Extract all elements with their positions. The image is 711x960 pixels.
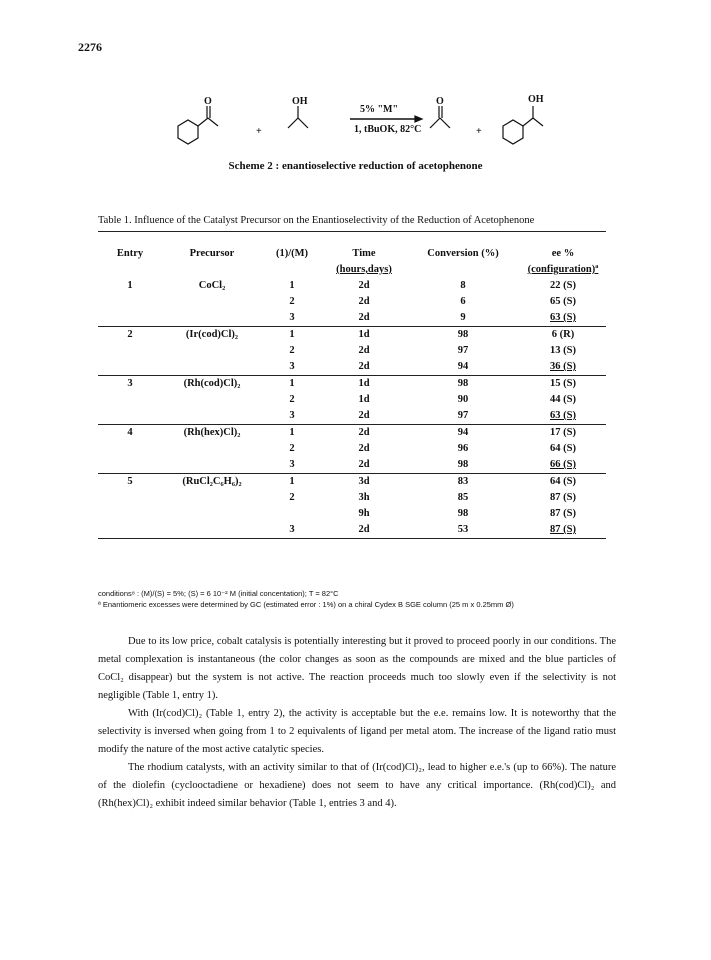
- plus-sign-right: +: [476, 126, 482, 137]
- cell-precursor: CoCl₂: [198, 280, 226, 291]
- cell-precursor: [162, 294, 262, 310]
- cell-time: 2d: [322, 457, 406, 474]
- cell-entry: 2: [127, 329, 133, 340]
- footnote-ee-method: ª Enantiomeric excesses were determined by GC (estimated error : 1%) on a chiral Cydex B SGE column (25 m x 0.25mm Ø): [98, 600, 514, 609]
- cell-conversion: 97: [457, 345, 469, 356]
- cell-entry: [98, 408, 162, 425]
- ketone-o-label: O: [204, 96, 212, 107]
- paragraph: The rhodium catalysts, with an activity similar to that of (Ir(cod)Cl)₂, lead to higher e.e.'s (up to 66%). The nature of the diolefin (cyclooctadiene or hexadiene) does not seem to have any critical importance. (Rh(cod)Cl)₂ and (Rh(hex)Cl)₂ exhibit indeed similar behavior (Table 1, entries 3 and 4).: [98, 762, 616, 809]
- cell-ratio: 3: [262, 359, 322, 376]
- cell-precursor: [162, 506, 262, 522]
- cell-time: 2d: [322, 522, 406, 539]
- cell-time: 1d: [358, 394, 370, 405]
- cell-time: 2d: [322, 408, 406, 425]
- cell-time: 3d: [358, 476, 370, 487]
- cell-conversion: 98: [406, 457, 520, 474]
- product-oh-label: OH: [528, 94, 544, 105]
- table-body: [98, 278, 606, 539]
- table-row: [98, 441, 606, 457]
- cell-conversion: 97: [406, 408, 520, 425]
- cell-ratio: 2: [289, 296, 295, 307]
- cell-ratio: 3: [262, 522, 322, 539]
- cell-ee: 87 (S): [550, 492, 576, 503]
- table-header-row: [98, 246, 606, 262]
- page-number: 2276: [78, 40, 102, 54]
- cell-conversion: 94: [406, 359, 520, 376]
- cell-conversion: 94: [457, 427, 469, 438]
- cell-time: 9h: [358, 508, 370, 519]
- cell-ratio: 1: [289, 427, 295, 438]
- table-row: [98, 310, 606, 327]
- conditions-label: 1, tBuOK, 82°C: [354, 124, 422, 135]
- cell-precursor: [162, 441, 262, 457]
- cell-entry: [98, 457, 162, 474]
- cell-ratio: 3: [262, 310, 322, 327]
- cell-ee: 22 (S): [550, 280, 576, 291]
- table-row: [98, 490, 606, 506]
- catalyst-label: 5% "M": [360, 104, 399, 115]
- table-row: [98, 392, 606, 408]
- cell-ee: 15 (S): [550, 378, 576, 389]
- cell-ratio: 1: [289, 329, 295, 340]
- cell-ee: 13 (S): [550, 345, 576, 356]
- table-row: [98, 294, 606, 310]
- table-row: [98, 522, 606, 539]
- cell-time: 2d: [358, 427, 370, 438]
- table-row: [98, 278, 606, 294]
- alcohol-oh-label: OH: [292, 96, 308, 107]
- cell-ratio: 2: [289, 492, 295, 503]
- cell-entry: 3: [127, 378, 133, 389]
- cell-time: 2d: [358, 280, 370, 291]
- cell-precursor: [162, 522, 262, 539]
- cell-conversion: 90: [457, 394, 469, 405]
- cell-ratio: 3: [262, 408, 322, 425]
- cell-entry: [98, 441, 162, 457]
- reaction-scheme-drawing: [160, 90, 560, 152]
- cell-time: 3h: [358, 492, 370, 503]
- results-table: [98, 246, 606, 539]
- header-ratio: (1)/(M): [275, 248, 309, 259]
- cell-entry: [98, 294, 162, 310]
- cell-precursor: [162, 359, 262, 376]
- cell-precursor: [162, 457, 262, 474]
- cell-ratio: 1: [289, 476, 295, 487]
- cell-conversion: 96: [457, 443, 469, 454]
- cell-entry: [98, 343, 162, 359]
- table-top-rule: [98, 231, 606, 232]
- cell-ee: 64 (S): [550, 443, 576, 454]
- cell-time: 2d: [358, 296, 370, 307]
- table-row: [98, 506, 606, 522]
- cell-entry: 5: [127, 476, 133, 487]
- table-row: [98, 457, 606, 474]
- cell-time: 2d: [358, 443, 370, 454]
- cell-entry: [98, 522, 162, 539]
- cell-conversion: 83: [457, 476, 469, 487]
- body-text: [98, 633, 616, 813]
- cell-ratio: 1: [289, 280, 295, 291]
- cell-ee: 87 (S): [550, 508, 576, 519]
- cell-precursor: [162, 490, 262, 506]
- cell-ee: 87 (S): [520, 522, 606, 539]
- cell-time: 2d: [322, 310, 406, 327]
- cell-time: 1d: [358, 329, 370, 340]
- table-row: [98, 425, 606, 442]
- cell-conversion: 85: [457, 492, 469, 503]
- cell-ee: 64 (S): [550, 476, 576, 487]
- cell-ee: 63 (S): [520, 408, 606, 425]
- cell-ee: 36 (S): [520, 359, 606, 376]
- table-footnotes: [98, 588, 514, 610]
- acetone-o-label: O: [436, 96, 444, 107]
- cell-entry: [98, 359, 162, 376]
- table-row: [98, 327, 606, 344]
- header-ee: ee %: [551, 248, 575, 259]
- header-entry: Entry: [116, 248, 144, 259]
- cell-entry: [98, 392, 162, 408]
- benzene-ring-left: [178, 120, 198, 144]
- table-caption: Table 1. Influence of the Catalyst Precursor on the Enantioselectivity of the Reduction of Acetophenone: [98, 215, 535, 226]
- cell-entry: [98, 506, 162, 522]
- scheme-caption: Scheme 2 : enantioselective reduction of acetophenone: [228, 160, 483, 172]
- cell-precursor: (Rh(cod)Cl)₂: [183, 378, 241, 389]
- cell-time: 2d: [322, 359, 406, 376]
- cell-entry: 1: [127, 280, 133, 291]
- cell-ratio: 2: [289, 443, 295, 454]
- cell-ratio: 3: [262, 457, 322, 474]
- plus-sign-left: +: [256, 126, 262, 137]
- table-header-subrow: [98, 262, 606, 278]
- cell-ee: 6 (R): [551, 329, 575, 340]
- paragraph: Due to its low price, cobalt catalysis is potentially interesting but it proved to proceed poorly in our conditions. The metal complexation is instantaneous (the color changes as soon as the compounds are mixed and the blue particles of CoCl₂ disappear) but the system is not active. The reaction proceeds much too slowly even if the selectivity is not negligible (Table 1, entry 1).: [98, 636, 616, 701]
- cell-time: 1d: [358, 378, 370, 389]
- cell-conversion: 98: [457, 508, 469, 519]
- table-row: [98, 408, 606, 425]
- benzene-ring-right: [503, 120, 523, 144]
- cell-precursor: (RuCl₂C₆H₆)₂: [182, 476, 242, 487]
- cell-ratio: 1: [289, 378, 295, 389]
- header-time: Time: [352, 248, 376, 259]
- cell-precursor: [162, 392, 262, 408]
- table-row: [98, 359, 606, 376]
- cell-ratio: 2: [289, 394, 295, 405]
- cell-ee: 17 (S): [550, 427, 576, 438]
- footnote-conditions: conditions⁸ : (M)/(S) = 5%; (S) = 6 10⁻² M (initial concentation); T = 82°C: [98, 589, 339, 598]
- cell-ee: 44 (S): [550, 394, 576, 405]
- cell-precursor: [162, 408, 262, 425]
- cell-conversion: 6: [460, 296, 466, 307]
- cell-conversion: 53: [406, 522, 520, 539]
- cell-entry: 4: [127, 427, 133, 438]
- cell-precursor: [162, 343, 262, 359]
- cell-ratio: 2: [289, 345, 295, 356]
- cell-conversion: 98: [457, 329, 469, 340]
- cell-precursor: [162, 310, 262, 327]
- cell-ratio: [262, 506, 322, 522]
- cell-precursor: (Rh(hex)Cl)₂: [183, 427, 241, 438]
- table-row: [98, 474, 606, 491]
- cell-ee: 63 (S): [520, 310, 606, 327]
- header-precursor: Precursor: [189, 248, 235, 259]
- table-row: [98, 343, 606, 359]
- cell-time: 2d: [358, 345, 370, 356]
- cell-entry: [98, 310, 162, 327]
- cell-ee: 66 (S): [520, 457, 606, 474]
- header-ee-config: (configuration)ª: [527, 264, 599, 275]
- cell-conversion: 9: [406, 310, 520, 327]
- cell-precursor: (Ir(cod)Cl)₂: [185, 329, 239, 340]
- table-row: [98, 376, 606, 393]
- cell-entry: [98, 490, 162, 506]
- header-conversion: Conversion (%): [427, 248, 499, 259]
- paragraph: With (Ir(cod)Cl)₂ (Table 1, entry 2), the activity is acceptable but the e.e. remains low. It is noteworthy that the selectivity is inversed when going from 1 to 2 equivalents of ligand per metal atom. The increase of the ligand ratio must modify the nature of the most active catalytic species.: [98, 708, 616, 755]
- cell-ee: 65 (S): [550, 296, 576, 307]
- reaction-scheme: [160, 90, 560, 152]
- cell-conversion: 8: [460, 280, 466, 291]
- cell-conversion: 98: [457, 378, 469, 389]
- header-time-units: (hours,days): [336, 264, 392, 275]
